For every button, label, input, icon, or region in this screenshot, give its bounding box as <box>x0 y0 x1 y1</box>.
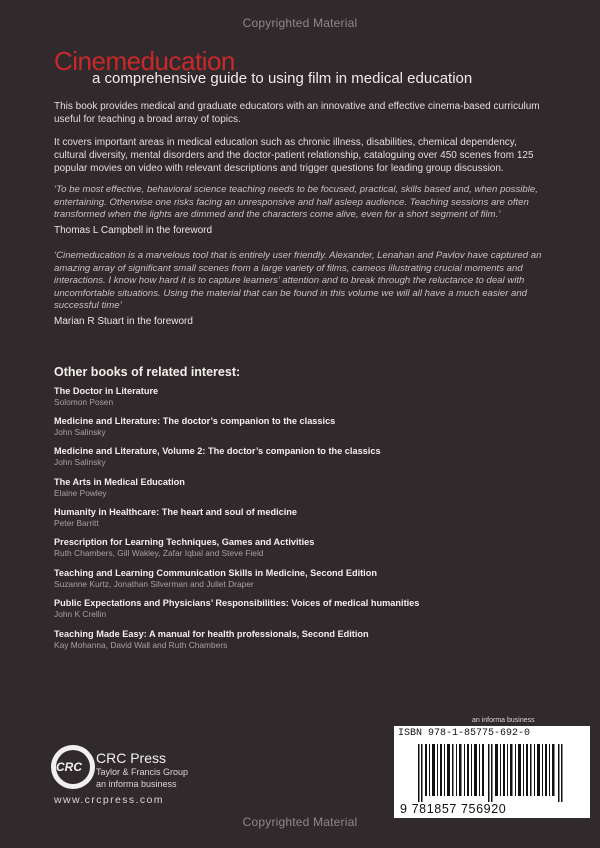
related-book-item <box>54 629 554 651</box>
related-book-item <box>54 477 554 499</box>
barcode-digits: 9 781857 756920 <box>400 802 507 816</box>
related-book-authors: Peter Barritt <box>54 518 99 528</box>
description-paragraph: It covers important areas in medical education such as chronic illness, disabilities, chemical dependency, cultural diversity, mental disorders and the doctor-patient relationship, cataloguing over 450 scenes from 125 popular movies on video with relevant descriptions and trigger questions for leading group discussion. <box>54 137 534 174</box>
related-book-item <box>54 568 554 590</box>
publisher-url: www.crcpress.com <box>54 794 164 806</box>
related-book-item <box>54 446 554 468</box>
related-book-title: Public Expectations and Physicians’ Responsibilities: Voices of medical humanities <box>54 598 420 608</box>
related-book-authors: John Salinsky <box>54 427 106 437</box>
book-title: Cinemeducation <box>54 46 235 76</box>
publisher-group: Taylor & Francis Group <box>96 767 189 777</box>
related-book-title: Teaching and Learning Communication Skills in Medicine, Second Edition <box>54 568 377 578</box>
description-paragraph: This book provides medical and graduate educators with an innovative and effective cinema-based curriculum useful for teaching a broad array of topics. <box>54 101 540 125</box>
related-book-authors: Ruth Chambers, Gill Wakley, Zafar Iqbal and Steve Field <box>54 548 264 558</box>
review-quote: ‘To be most effective, behavioral science teaching needs to be focused, practical, skills based and, when possible, entertaining. Otherwise one risks facing an unresponsive and half asleep audience. Teaching sessions are often transformed when the lights are dimmed and the characters come alive, even for a short segment of film.’ <box>54 184 538 221</box>
publisher-informa: an informa business <box>96 779 177 789</box>
related-book-item <box>54 598 554 620</box>
barcode-bars-icon <box>418 744 568 802</box>
related-book-title: Humanity in Healthcare: The heart and soul of medicine <box>54 507 298 517</box>
related-book-authors: Kay Mohanna, David Wall and Ruth Chambers <box>54 640 228 650</box>
isbn-barcode <box>394 726 590 818</box>
related-book-authors: Solomon Posen <box>54 397 114 407</box>
related-book-title: Medicine and Literature: The doctor’s companion to the classics <box>54 416 336 426</box>
related-book-title: The Arts in Medical Education <box>54 477 185 487</box>
related-book-authors: Suzanne Kurtz, Jonathan Silverman and Juliet Draper <box>54 579 254 589</box>
review-quote: ‘Cinemeducation is a marvelous tool that is entirely user friendly. Alexander, Lenahan and Pavlov have captured an amazing array of significant small scenes from a large variety of films, cameos illustrating crucial moments and interactions. I know how hard it is to capture learners’ attention and to break through the reluctance to deal with uncomfortable situations. Using the material that can be found in this volume we will all have a much easier and successful time’ <box>54 250 542 312</box>
quote-attribution: Thomas L Campbell in the foreword <box>54 225 213 236</box>
watermark-top: Copyrighted Material <box>242 16 358 30</box>
isbn-text: ISBN 978-1-85775-692-0 <box>398 728 531 739</box>
related-books-heading: Other books of related interest: <box>54 365 241 379</box>
quote-attribution: Marian R Stuart in the foreword <box>54 316 193 327</box>
related-book-item <box>54 416 554 438</box>
related-book-item <box>54 386 554 408</box>
related-book-title: Medicine and Literature, Volume 2: The doctor’s companion to the classics <box>54 446 381 456</box>
crc-logo-text: CRC <box>56 760 82 774</box>
publisher-name: CRC Press <box>96 750 167 766</box>
related-book-authors: John K Crellin <box>54 609 107 619</box>
informa-label: an informa business <box>472 717 535 724</box>
related-book-title: The Doctor in Literature <box>54 386 159 396</box>
related-book-title: Teaching Made Easy: A manual for health professionals, Second Edition <box>54 629 369 639</box>
related-book-item <box>54 537 554 559</box>
related-book-title: Prescription for Learning Techniques, Games and Activities <box>54 537 315 547</box>
watermark-bottom: Copyrighted Material <box>242 815 358 829</box>
related-book-authors: John Salinsky <box>54 457 106 467</box>
book-subtitle: a comprehensive guide to using film in medical education <box>92 70 473 87</box>
related-book-item <box>54 507 554 529</box>
related-book-authors: Elaine Powley <box>54 488 107 498</box>
